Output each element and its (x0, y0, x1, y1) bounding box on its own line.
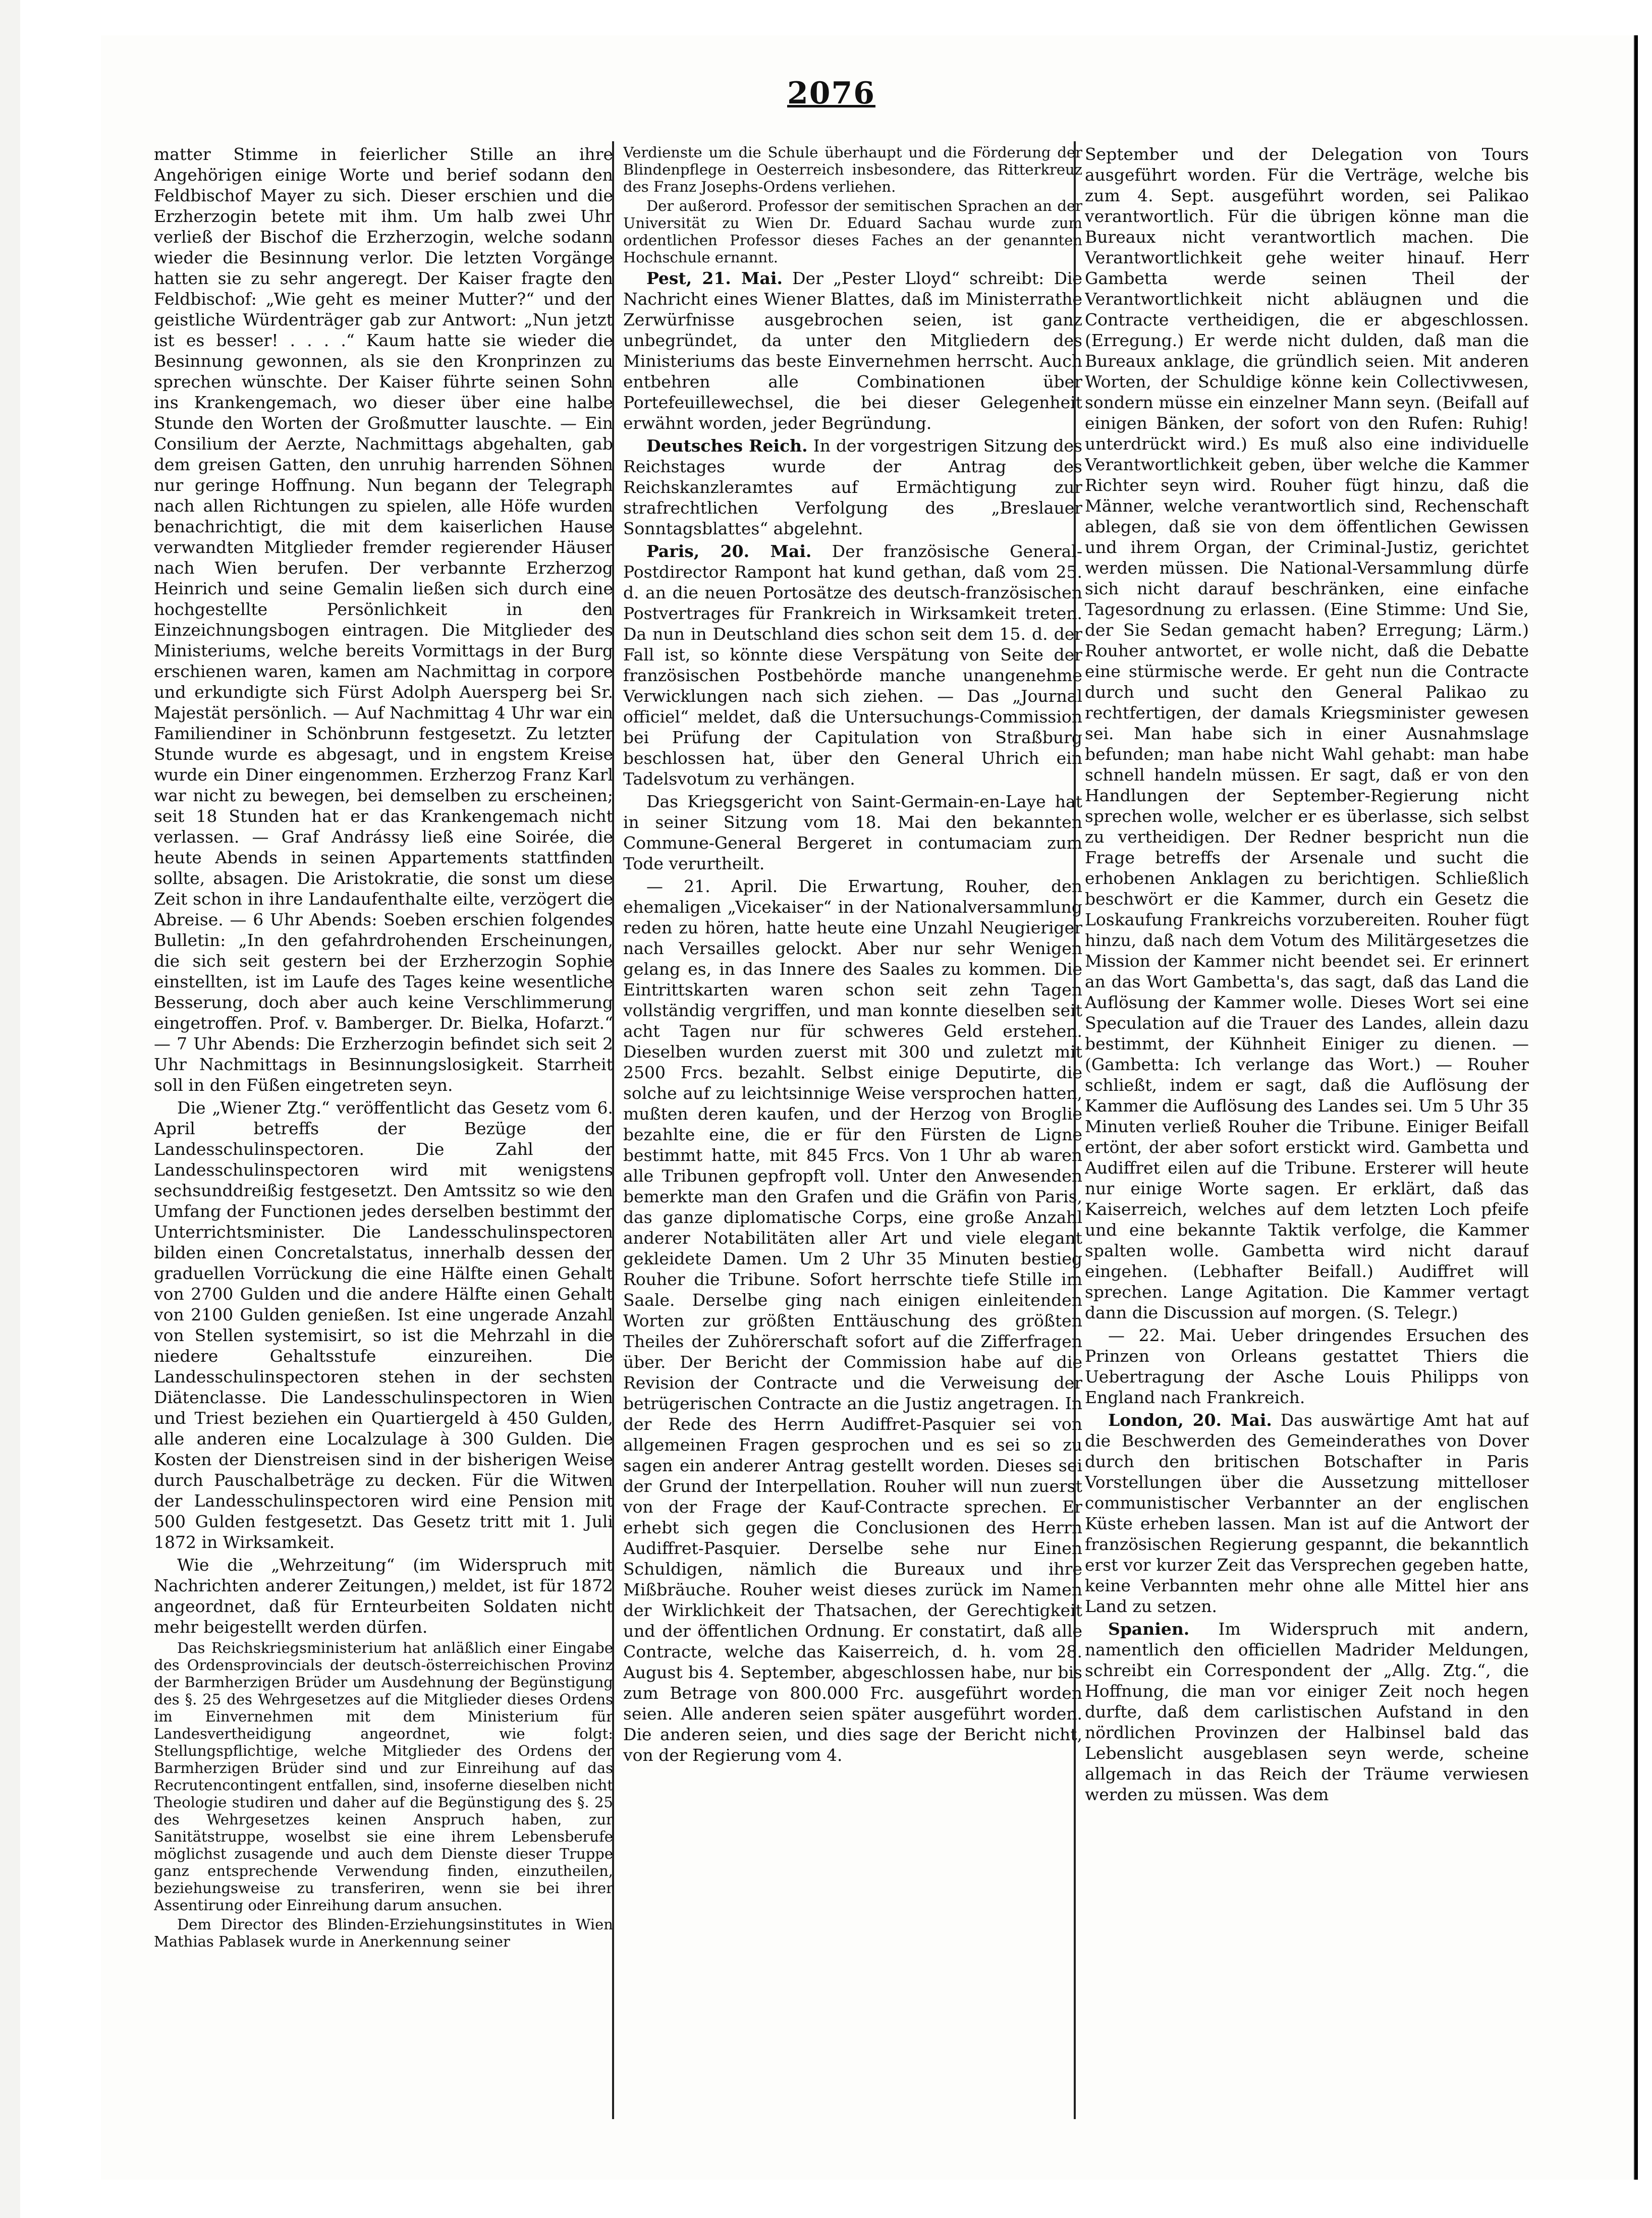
paragraph-wehrzeitung: Wie die „Wehrzeitung“ (im Widerspruch mit Nachrichten anderer Zeitungen,) meldet, ist für 1872 angeordnet, daß für Ernteurbeiten Soldaten nicht mehr beigestellt werden dürfen. (154, 1555, 613, 1637)
dateline-deutsches-reich: Deutsches Reich. (646, 436, 808, 456)
article-spanien-text: Im Widerspruch mit andern, namentlich den officiellen Madrider Meldungen, schreibt ein Correspondent der „Allg. Ztg.“, die Hoffnung, die man vor einiger Zeit noch hegen durfte, daß dem carlistischen Aufstand in den nördlichen Provinzen der Halbinsel bald das Lebenslicht ausgeblasen seyn werde, scheine allgemach in das Reich der Träume verwiesen werden zu müssen. Was dem (1085, 1619, 1529, 1804)
scan-left-margin (0, 0, 20, 2218)
column-2 (623, 144, 1082, 2162)
paragraph-sophie-illness: matter Stimme in feierlicher Stille an ihre Angehörigen einige Worte und berief sodann den Feldbischof Mayer zu sich. Dieser erschien und die Erzherzogin betete mit ihm. Um halb zwei Uhr verließ der Bischof die Erzherzogin, welche sodann wieder die Besinnung verlor. Die letzten Vorgänge hatten sie zu sehr angeregt. Der Kaiser fragte den Feldbischof: „Wie geht es meiner Mutter?“ und der geistliche Würdenträger gab zur Antwort: „Nun jetzt ist es besser! . . . .“ Kaum hatte sie wieder die Besinnung gewonnen, als sie den Kronprinzen zu sprechen wünschte. Der Kaiser führte seinen Sohn ins Krankengemach, wo dieser über eine halbe Stunde den Worten der Großmutter lauschte. — Ein Consilium der Aerzte, Nachmittags abgehalten, gab dem greisen Gatten, den unruhig harrenden Söhnen nur geringe Hoffnung. Nun begann der Telegraph nach allen Richtungen zu spielen, alle Höfe wurden benachrichtigt, die mit dem kaiserlichen Hause verwandten Mitglieder fremder regierender Häuser nach Wien berufen. Der verbannte Erzherzog Heinrich und seine Gemalin ließen sich durch eine hochgestellte Persönlichkeit in den Einzeichnungsbogen eintragen. Die Mitglieder des Ministeriums, welche bereits Vormittags in der Burg erschienen waren, kamen am Nachmittag in corpore und erkundigte sich Fürst Adolph Auersperg bei Sr. Majestät persönlich. — Auf Nachmittag 4 Uhr war ein Familiendiner in Schönbrunn festgesetzt. Zu letzter Stunde wurde es abgesagt, und in engstem Kreise wurde ein Diner eingenommen. Erzherzog Franz Karl war nicht zu bewegen, bei demselben zu erscheinen; seit 18 Stunden hat er das Krankengemach nicht verlassen. — Graf Andrássy ließ eine Soirée, die heute Abends in seinen Appartements stattfinden sollte, absagen. Die Aristokratie, die sonst um diese Zeit schon in ihre Landaufenthalte eilte, verzögert die Abreise. — 6 Uhr Abends: Soeben erschien folgendes Bulletin: „In den gefahrdrohenden Erscheinungen, die sich seit gestern bei der Erzherzogin Sophie einstellten, ist im Laufe des Tages keine wesentliche Besserung, doch aber auch keine Verschlimmerung eingetroffen. Prof. v. Bamberger. Dr. Bielka, Hofarzt.“ — 7 Uhr Abends: Die Erzherzogin befindet sich seit 2 Uhr Nachmittags in Besinnungslosigkeit. Starrheit soll in den Füßen eingetreten seyn. (154, 144, 613, 1095)
paragraph-order-award: Verdienste um die Schule überhaupt und die Förderung der Blindenpflege in Oesterreich insbesondere, das Ritterkreuz des Franz Josephs-Ordens verliehen. (623, 144, 1082, 195)
dateline-spanien: Spanien. (1108, 1619, 1190, 1639)
article-london-text: Das auswärtige Amt hat auf die Beschwerden des Gemeinderathes von Dover durch den britischen Botschafter in Paris Vorstellungen über die Aussetzung mittelloser communistischer Verbannter an der englischen Küste erheben lassen. Man ist auf die Antwort der französischen Regierung gespannt, die bekanntlich erst vor kurzer Zeit das Versprechen gegeben hatte, keine Verbannten mehr ohne alle Mittel hier ans Land zu setzen. (1085, 1410, 1529, 1616)
paragraph-blind-institute: Dem Director des Blinden-Erziehungsinstitutes in Wien Mathias Pablasek wurde in Anerkennung seiner (154, 1916, 613, 1950)
article-spanien (1085, 1619, 1529, 1805)
page-number: 2076 (787, 76, 875, 111)
dateline-london: London, 20. Mai. (1108, 1410, 1272, 1430)
article-paris-text: Der französische General-Postdirector Rampont hat kund gethan, daß vom 25. d. an die neuen Portosätze des deutsch-französischen Postvertrages für Frankreich in Wirksamkeit treten. Da nun in Deutschland dies schon seit dem 15. d. der Fall ist, so könnte diese Verspätung von Seite der französischen Postbehörde manche unangenehme Verwicklungen nach sich ziehen. — Das „Journal officiel“ meldet, daß die Untersuchungs-Commission bei Prüfung der Capitulation von Straßburg beschlossen hat, über den General Uhrich ein Tadelsvotum zu verhängen. (623, 541, 1082, 789)
paragraph-professor-sachau: Der außerord. Professor der semitischen Sprachen an der Universität zu Wien Dr. Eduard Sachau wurde zum ordentlichen Professor dieses Faches an der genannten Hochschule ernannt. (623, 197, 1082, 266)
paragraph-rouher-session: — 21. April. Die Erwartung, Rouher, den ehemaligen „Vicekaiser“ in der Nationalversammlung reden zu hören, hatte heute eine Unzahl Neugieriger nach Versailles gelockt. Aber nur sehr Wenigen gelang es, in das Innere des Saales zu kommen. Die Eintrittskarten waren schon seit zehn Tagen vollständig vergriffen, und man konnte dieselben seit acht Tagen nur für schweres Geld erstehen. Dieselben wurden zuerst mit 300 und zuletzt mit 2500 Frcs. bezahlt. Selbst einige Deputirte, die solche auf zu leichtsinnige Weise versprochen hatten, mußten deren kaufen, und der Herzog von Broglie bezahlte eine, die er für den Fürsten de Ligne bestimmt hatte, mit 845 Frcs. Von 1 Uhr ab waren alle Tribunen gepfropft voll. Unter den Anwesenden bemerkte man den Grafen und die Gräfin von Paris, das ganze diplomatische Corps, eine große Anzahl anderer Notabilitäten aller Art und viele elegant gekleidete Damen. Um 2 Uhr 35 Minuten bestieg Rouher die Tribune. Sofort herrschte tiefe Stille im Saale. Derselbe ging nach einigen einleitenden Worten zur größten Enttäuschung des größten Theiles der Zuhörerschaft sofort auf die Zifferfragen über. Der Bericht der Commission habe auf die Revision der Contracte und die Verweisung der betrügerischen Contracte an die Justiz angetragen. In der Rede des Herrn Audiffret-Pasquier sei von allgemeinen Fragen gesprochen und es sei so zu sagen ein anderer Antrag gestellt worden. Dieses sei der Grund der Interpellation. Rouher will nun zuerst von der Frage der Kauf-Contracte sprechen. Er erhebt sich gegen die Conclusionen des Herrn Audiffret-Pasquier. Derselbe sehe nur Einen Schuldigen, nämlich die Bureaux und ihre Mißbräuche. Rouher weist dieses zurück im Namen der Wirklichkeit der Thatsachen, der Gerechtigkeit und der öffentlichen Ordnung. Er constatirt, daß alle Contracte, welche das Kaiserreich, d. h. vom 28. August bis 4. September, abgeschlossen habe, nur bis zum Betrage von 800.000 Frc. ausgeführt worden seien. Alle anderen seien später ausgeführt worden. Die anderen seien, und dies sage der Bericht nicht, von der Regierung vom 4. (623, 876, 1082, 1765)
article-deutsches-reich-text: In der vorgestrigen Sitzung des Reichstages wurde der Antrag des Reichskanzleramtes auf Ermächtigung zur strafrechtlichen Verfolgung des „Breslauer Sonntagsblattes“ abgelehnt. (623, 436, 1082, 538)
paragraph-school-inspectors-law: Die „Wiener Ztg.“ veröffentlicht das Gesetz vom 6. April betreffs der Bezüge der Landesschulinspectoren. Die Zahl der Landesschulinspectoren wird mit wenigstens sechsunddreißig festgesetzt. Den Amtssitz so wie den Umfang der Functionen jedes derselben bestimmt der Unterrichtsminister. Die Landesschulinspectoren bilden einen Concretalstatus, innerhalb dessen der graduellen Vorrückung die eine Hälfte einen Gehalt von 2700 Gulden und die andere Hälfte einen Gehalt von 2100 Gulden genießen. Ist eine ungerade Anzahl von Stellen systemisirt, so ist die Mehrzahl in die niedere Gehaltsstufe einzureihen. Die Landesschulinspectoren stehen in der sechsten Diätenclasse. Die Landesschulinspectoren in Wien und Triest beziehen ein Quartiergeld à 450 Gulden, alle anderen eine Localzulage à 300 Gulden. Die Kosten der Dienstreisen sind in der bisherigen Weise durch Pauschalbeträge zu decken. Für die Witwen der Landesschulinspectoren wird eine Pension mit 500 Gulden festgesetzt. Das Gesetz tritt mit 1. Juli 1872 in Wirksamkeit. (154, 1098, 613, 1552)
article-deutsches-reich (623, 435, 1082, 539)
article-london (1085, 1410, 1529, 1617)
paragraph-rouher-continued: September und der Delegation von Tours ausgeführt worden. Für die Verträge, welche bis zum 4. Sept. ausgeführt worden, sei Palikao verantwortlich. Für die übrigen könne man die Bureaux nicht verantwortlich machen. Die Verantwortlichkeit gehe weiter hinauf. Herr Gambetta werde seinen Theil der Verantwortlichkeit nicht abläugnen und die Contracte vertheidigen, die er abgeschlossen. (Erregung.) Er werde nicht dulden, daß man die Bureaux anklage, die gründlich seien. Mit anderen Worten, der Schuldige könne kein Collectivwesen, sondern müsse ein einzelner Mann seyn. (Beifall auf einigen Bänken, der sofort von den Rufen: Ruhig! unterdrückt wird.) Es muß also eine individuelle Verantwortlichkeit geben, über welche die Kammer Richter seyn wird. Rouher fügt hinzu, daß die Männer, welche verantwortlich sind, Rechenschaft ablegen, daß sie von dem öffentlichen Gewissen und ihrem Organ, der Criminal-Justiz, gerichtet werden müssen. Die National-Versammlung dürfe sich nicht darauf beschränken, eine einfache Tagesordnung zu erlassen. (Eine Stimme: Und Sie, der Sie Sedan gemacht haben? Erregung; Lärm.) Rouher antwortet, er wolle nicht, daß die Debatte eine stürmische werde. Er geht nun die Contracte durch und sucht den General Palikao zu rechtfertigen, der damals Kriegsminister gewesen sei. Man habe sich in einer Ausnahmslage befunden; man habe nicht Wahl gehabt: man habe schnell handeln müssen. Er sagt, daß er von den Handlungen der September-Regierung nicht sprechen wolle, welcher er es überlasse, sich selbst zu vertheidigen. Der Redner bespricht nun die Frage betreffs der Arsenale und sucht die erhobenen Anklagen zu berichtigen. Schließlich beschwört er die Kammer, durch ein Gesetz die Loskaufung Frankreichs vorzubereiten. Rouher fügt hinzu, daß nach dem Votum des Militärgesetzes die Mission der Kammer nicht beendet sei. Er erinnert an das Wort Gambetta's, das sagt, daß das Land die Auflösung der Kammer wolle. Dieses Wort sei eine Speculation auf die Trauer des Landes, allein dazu bestimmt, der Kühnheit Einiger zu dienen. — (Gambetta: Ich verlange das Wort.) — Rouher schließt, indem er sagt, daß die Auflösung der Kammer die Auflösung des Landes sei. Um 5 Uhr 35 Minuten verließ Rouher die Tribune. Einiger Beifall ertönt, der aber sofort erstickt wird. Gambetta und Audiffret eilen auf die Tribune. Ersterer will heute nur einige Worte sagen. Er erklärt, daß das Kaiserreich, welches auf dem letzten Loch pfeife und eine bekannte Taktik verfolge, die Kammer spalten wolle. Gambetta wird nicht darauf eingehen. (Lebhafter Beifall.) Audiffret will sprechen. Lange Agitation. Die Kammer vertagt dann die Discussion auf morgen. (S. Telegr.) (1085, 144, 1529, 1322)
column-1 (154, 144, 613, 2162)
dateline-paris: Paris, 20. Mai. (646, 541, 812, 561)
dateline-pest: Pest, 21. Mai. (646, 268, 783, 288)
paragraph-war-court: Das Kriegsgericht von Saint-Germain-en-Laye hat in seiner Sitzung vom 18. Mai den bekannten Commune-General Bergeret in contumaciam zum Tode verurtheilt. (623, 792, 1082, 873)
column-3 (1085, 144, 1529, 2162)
article-paris (623, 541, 1082, 789)
paragraph-barmherzige-brueder: Das Reichskriegsministerium hat anläßlich einer Eingabe des Ordensprovincials der deutsch-österreichischen Provinz der Barmherzigen Brüder um Ausdehnung der Begünstigung des §. 25 des Wehrgesetzes auf die Mitglieder dieses Ordens im Einvernehmen mit dem Ministerium für Landesvertheidigung angeordnet, wie folgt: Stellungspflichtige, welche Mitglieder des Ordens der Barmherzigen Brüder sind und zur Einreihung auf das Recrutencontingent entfallen, sind, insoferne dieselben nicht Theologie studiren und daher auf die Begünstigung des §. 25 des Wehrgesetzes keinen Anspruch haben, zur Sanitätstruppe, woselbst sie eine ihrem Lebensberufe möglichst zusagende und auch dem Dienste dieser Truppe ganz entsprechende Verwendung finden, einzutheilen, beziehungsweise zu transferiren, wenn sie bei ihrer Assentirung oder Einreihung darum ansuchen. (154, 1639, 613, 1914)
article-pest-text: Der „Pester Lloyd“ schreibt: Die Nachricht eines Wiener Blattes, daß im Ministerrathe Zerwürfnisse ausgebrochen seien, ist ganz unbegründet, da unter den Mitgliedern des Ministeriums das beste Einvernehmen herrscht. Auch entbehren alle Combinationen über Portefeuillewechsel, die bei dieser Gelegenheit erwähnt worden, jeder Begründung. (623, 268, 1082, 433)
paragraph-louis-philippe: — 22. Mai. Ueber dringendes Ersuchen des Prinzen von Orleans gestattet Thiers die Uebertragung der Asche Louis Philipps von England nach Frankreich. (1085, 1325, 1529, 1407)
article-pest (623, 268, 1082, 433)
